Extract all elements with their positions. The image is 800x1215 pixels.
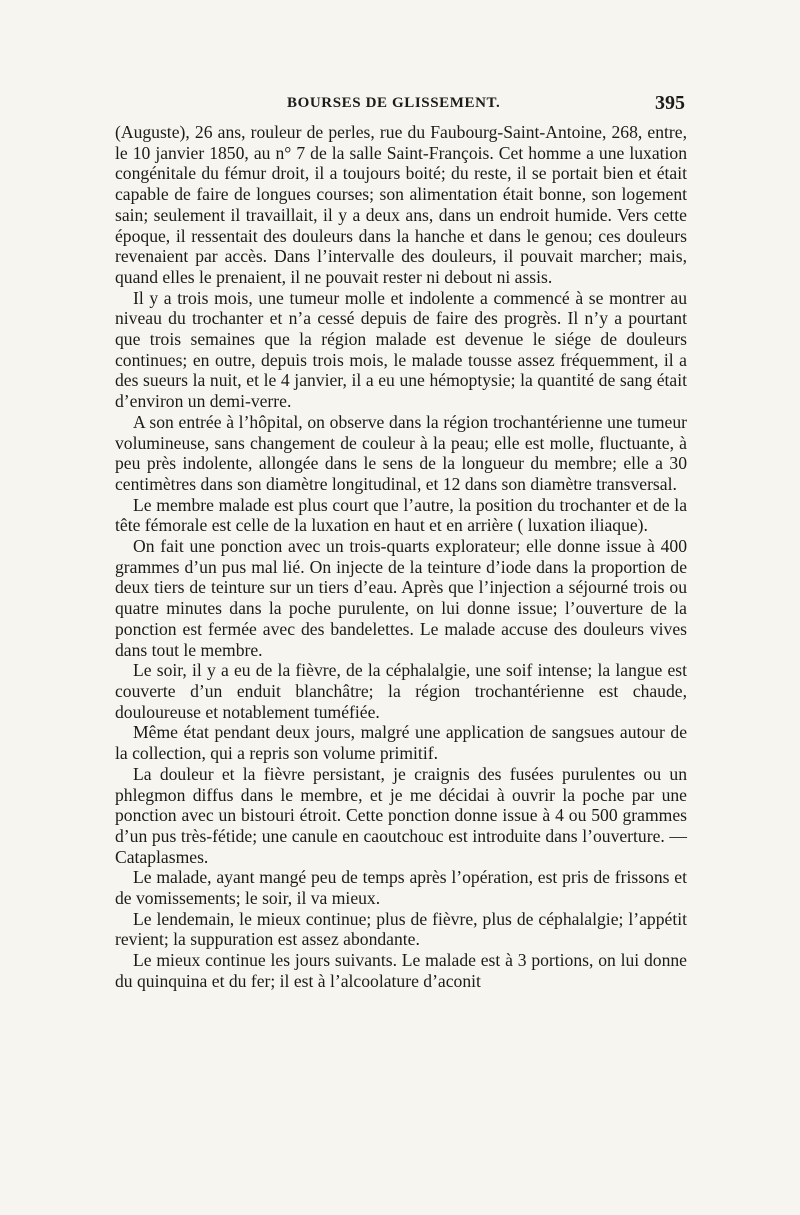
running-title: BOURSES DE GLISSEMENT. <box>287 95 501 111</box>
paragraph-following-days: Le mieux continue les jours suivants. Le malade est à 3 portions, on lui donne du quinquina et du fer; il est à l’alcoolature d’aconit <box>115 950 687 991</box>
paragraph-incision: La douleur et la fièvre persistant, je craignis des fusées purulentes ou un phlegmon diffus dans le membre, et je me décidai à ouvrir la poche par une ponction avec un bistouri étroit. Cette ponction donne issue à 4 ou 500 grammes d’un pus très-fétide; une canule en caoutchouc est introduite dans l’ouverture. — Cataplasmes. <box>115 763 687 867</box>
body-text <box>115 122 687 992</box>
paragraph-next-day: Le lendemain, le mieux continue; plus de fièvre, plus de céphalalgie; l’appétit revient; la suppuration est assez abondante. <box>115 908 687 950</box>
paragraph-puncture-injection: On fait une ponction avec un trois-quarts explorateur; elle donne issue à 400 grammes d’un pus mal lié. On injecte de la teinture d’iode dans la proportion de deux tiers de teinture sur un tiers d’eau. Après que l’injection a séjourné trois ou quatre minutes dans la poche purulente, on lui donne issue; l’ouverture de la ponction est fermée avec des bandelettes. Le malade accuse des douleurs vives dans tout le membre. <box>115 536 687 660</box>
book-page <box>115 92 687 992</box>
paragraph-post-op: Le malade, ayant mangé peu de temps après l’opération, est pris de frissons et de vomissements; le soir, il va mieux. <box>115 867 687 909</box>
paragraph-limb-position: Le membre malade est plus court que l’autre, la position du trochanter et de la tête fémorale est celle de la luxation en haut et en arrière ( luxation iliaque). <box>115 494 687 536</box>
page-number: 395 <box>655 92 685 114</box>
paragraph-evening-fever: Le soir, il y a eu de la fièvre, de la céphalalgie, une soif intense; la langue est couverte d’un enduit blanchâtre; la région trochantérienne est chaude, douloureuse et notablement tuméfiée. <box>115 660 687 722</box>
paragraph-patient-history: (Auguste), 26 ans, rouleur de perles, rue du Faubourg-Saint-Antoine, 268, entre, le 10 janvier 1850, au n° 7 de la salle Saint-François. Cet homme a une luxation congénitale du fémur droit, il a toujours boité; du reste, il se portait bien et était capable de faire de longues courses; son alimentation était bonne, son logement sain; seulement il travaillait, il y a deux ans, dans un endroit humide. Vers cette époque, il ressentait des douleurs dans la hanche et dans le genou; ces douleurs revenaient par accès. Dans l’intervalle des douleurs, il pouvait marcher; mais, quand elles le prenaient, il ne pouvait rester ni debout ni assis. <box>115 122 687 287</box>
paragraph-two-days: Même état pendant deux jours, malgré une application de sangsues autour de la collection, qui a repris son volume primitif. <box>115 722 687 764</box>
running-head <box>115 92 687 120</box>
paragraph-tumor-onset: Il y a trois mois, une tumeur molle et indolente a commencé à se montrer au niveau du trochanter et n’a cessé depuis de faire des progrès. Il n’y a pourtant que trois semaines que la région malade est devenue le siége de douleurs continues; en outre, depuis trois mois, le malade tousse assez fréquemment, il a des sueurs la nuit, et le 4 janvier, il a eu une hémoptysie; la quantité de sang était d’environ un demi-verre. <box>115 287 687 412</box>
paragraph-admission-exam: A son entrée à l’hôpital, on observe dans la région trochantérienne une tumeur volumineuse, sans changement de couleur à la peau; elle est molle, fluctuante, à peu près indolente, allongée dans le sens de la longueur du membre; elle a 30 centimètres dans son diamètre longitudinal, et 12 dans son diamètre transversal. <box>115 411 687 494</box>
